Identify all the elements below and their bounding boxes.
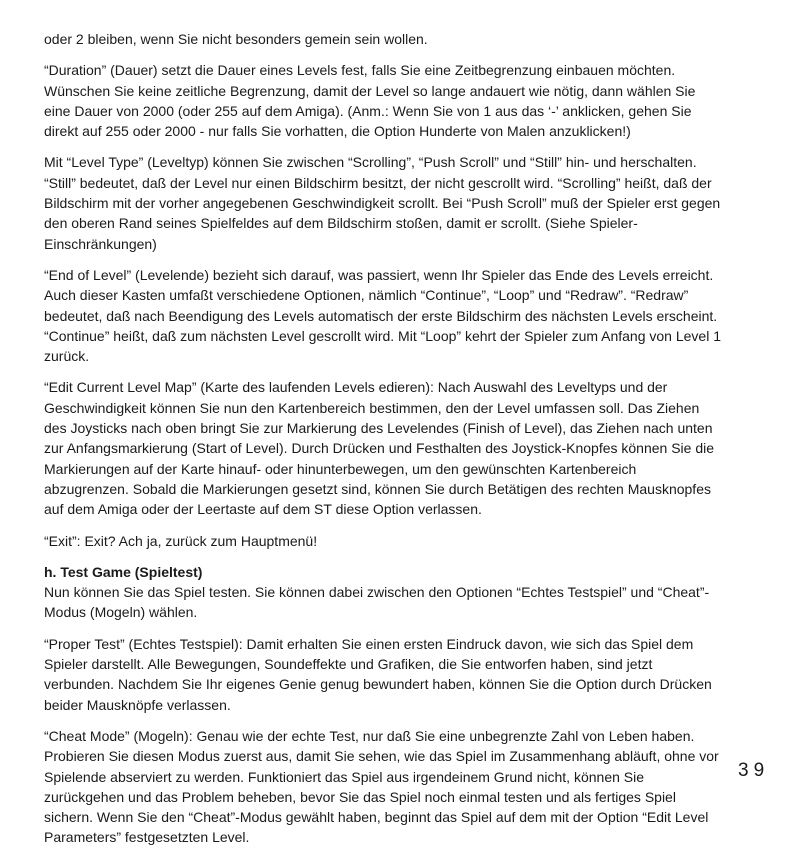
text-line: eine Dauer von 2000 (oder 255 auf dem Amiga). (Anm.: Wenn Sie von 1 aus das ‘-’ anklicken, gehen Sie: [44, 102, 692, 119]
text-line: “End of Level” (Levelende) bezieht sich darauf, was passiert, wenn Ihr Spieler das Ende des Levels erreicht.: [44, 266, 714, 283]
paragraph-end-of-level: [44, 265, 784, 366]
text-line: auf dem Amiga oder der Leertaste auf dem ST diese Option verlassen.: [44, 501, 482, 518]
text-line: Wünschen Sie keine zeitliche Begrenzung, damit der Level so lange andauert wie nötig, dann wählen Sie: [44, 82, 696, 99]
text-line: Spieler darstellt. Alle Bewegungen, Soundeffekte und Grafiken, die Sie entworfen haben, sind jetzt: [44, 656, 653, 673]
text-line: Mit “Level Type” (Leveltyp) können Sie zwischen “Scrolling”, “Push Scroll” und “Still” hin- und herschalten.: [44, 154, 697, 171]
text-line: “Cheat Mode” (Mogeln): Genau wie der echte Test, nur daß Sie eine unbegrenzte Zahl von Leben haben.: [44, 727, 695, 744]
text-line: “Continue” heißt, daß zum nächsten Level gescrollt wird. Mit “Loop” kehrt der Spieler zum Anfang von Level 1: [44, 327, 721, 344]
text-line: zurück.: [44, 348, 90, 365]
paragraph-blood-note: [44, 29, 784, 49]
text-line: Probieren Sie diesen Modus zuerst aus, damit Sie sehen, wie das Spiel im Zusammenhang abläuft, ohne vor: [44, 748, 719, 765]
text-line: des Joysticks nach oben bringt Sie zur Markierung des Levelendes (Finish of Level), das Ziehen nach unten: [44, 420, 713, 437]
page-number: 39: [738, 760, 770, 781]
text-line: Einschränkungen): [44, 235, 157, 252]
text-line: abzugrenzen. Sobald die Markierungen gesetzt sind, können Sie durch Betätigen des rechten Mausknopfes: [44, 480, 711, 497]
paragraph-cheat-mode: [44, 726, 784, 848]
paragraph-duration: [44, 60, 784, 141]
text-line: Nun können Sie das Spiel testen. Sie können dabei zwischen den Optionen “Echtes Testspiel” und “Cheat”-: [44, 584, 710, 601]
text-line: Spielende abserviert zu werden. Funktioniert das Spiel aus irgendeinem Grund nicht, können Sie: [44, 768, 645, 785]
text-line: sichern. Wenn Sie den “Cheat”-Modus gewählt haben, beginnt das Spiel auf dem mit der Option “Edit Level: [44, 809, 709, 826]
text-line: beider Mausknöpfe verlassen.: [44, 696, 231, 713]
text-line: “Still” bedeutet, daß der Level nur einen Bildschirm besitzt, der nicht gescrollt wird. “Scrolling” heißt, daß der: [44, 174, 712, 191]
text-line: zur Anfangsmarkierung (Start of Level). Durch Drücken und Festhalten des Joystick-Knopfes können Sie die: [44, 440, 715, 457]
text-line: “Edit Current Level Map” (Karte des laufenden Levels edieren): Nach Auswahl des Leveltyps und der: [44, 379, 668, 396]
text-line: verbunden. Nachdem Sie Ihr eigenes Genie genug bewundert haben, können Sie die Option durch Drücken: [44, 676, 712, 693]
text-line: Geschwindigkeit können Sie nun den Kartenbereich bestimmen, den der Level umfassen soll. Das Ziehen: [44, 399, 700, 416]
section-heading: h. Test Game (Spieltest): [44, 563, 203, 580]
text-line: direkt auf 255 oder 2000 - nur falls Sie vorhatten, die Option Hunderte von Malen anzuklicken!): [44, 123, 631, 140]
text-line: “Duration” (Dauer) setzt die Dauer eines Levels fest, falls Sie eine Zeitbegrenzung einbauen möchten.: [44, 62, 676, 79]
text-line: zurückgehen und das Problem beheben, bevor Sie das Spiel noch einmal testen und als fertiges Spiel: [44, 788, 676, 805]
text-line: “Exit”: Exit? Ach ja, zurück zum Hauptmenü!: [44, 532, 318, 549]
paragraph-edit-level-map: [44, 377, 784, 519]
text-line: den oberen Rand seines Spielfeldes auf dem Bildschirm stoßen, damit er scrollt. (Siehe Spieler-: [44, 215, 638, 232]
paragraph-proper-test: [44, 634, 784, 715]
text-line: “Proper Test” (Echtes Testspiel): Damit erhalten Sie einen ersten Eindruck davon, wie sich das Spiel dem: [44, 635, 694, 652]
paragraph-level-type: [44, 152, 784, 253]
text-line: Modus (Mogeln) wählen.: [44, 604, 198, 621]
text-line: Auch dieser Kasten umfaßt verschiedene Optionen, nämlich “Continue”, “Loop” und “Redraw”. “Redraw”: [44, 287, 689, 304]
text-line: Parameters” festgesetzten Level.: [44, 829, 250, 846]
paragraph-exit: [44, 531, 784, 551]
text-line: Markierungen auf der Karte hinauf- oder hinunterbewegen, um den gewünschten Kartenbereich: [44, 460, 637, 477]
text-line: Bildschirm mit der vorher angegebenen Geschwindigkeit scrollt. Bei “Push Scroll” muß der Spieler erst gegen: [44, 195, 721, 212]
paragraph-test-game-intro: [44, 582, 784, 623]
text-line: bedeutet, daß nach Beendigung des Levels automatisch der erste Bildschirm des nächsten Levels erscheint.: [44, 307, 718, 324]
text-line: oder 2 bleiben, wenn Sie nicht besonders gemein sein wollen.: [44, 31, 428, 47]
document-body: [44, 29, 784, 859]
